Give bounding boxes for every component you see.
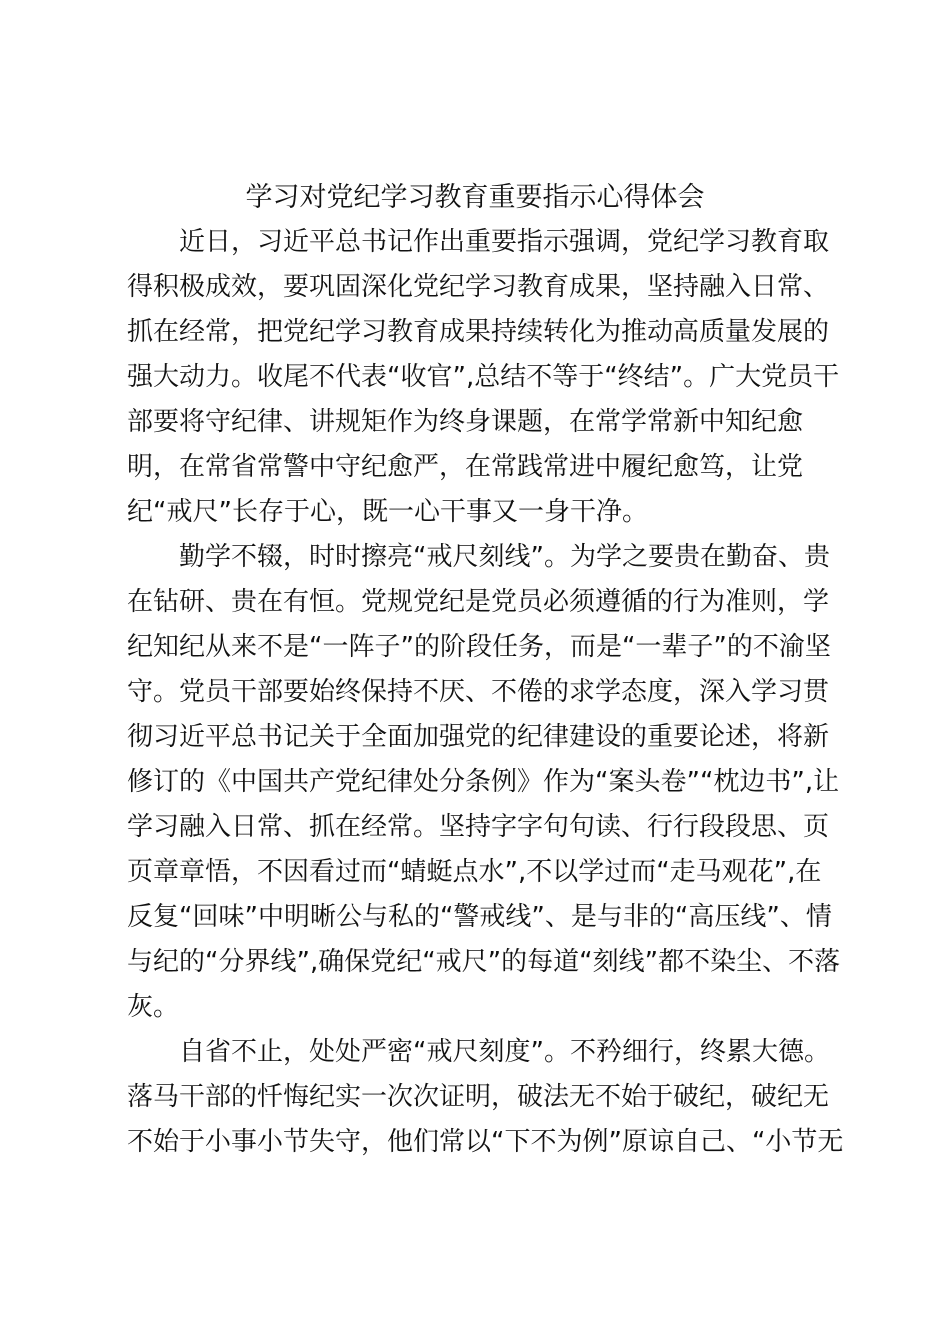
- paragraph-2-line-3: 纪知纪从来不是“一阵子”的阶段任务，而是“一辈子”的不渝坚: [127, 632, 831, 662]
- paragraph-2-line-5: 彻习近平总书记关于全面加强党的纪律建设的重要论述，将新: [127, 722, 830, 752]
- paragraph-3-line-3: 不始于小事小节失守，他们常以“下不为例”原谅自己、“小节无: [127, 1127, 844, 1157]
- paragraph-1-line-3: 抓在经常，把党纪学习教育成果持续转化为推动高质量发展的: [127, 317, 830, 347]
- paragraph-2-line-4: 守。党员干部要始终保持不厌、不倦的求学态度，深入学习贯: [127, 677, 830, 707]
- paragraph-1-line-1: 近日，习近平总书记作出重要指示强调，党纪学习教育取: [179, 227, 830, 257]
- paragraph-1-line-2: 得积极成效，要巩固深化党纪学习教育成果，坚持融入日常、: [127, 272, 830, 302]
- paragraph-3-line-2: 落马干部的忏悔纪实一次次证明，破法无不始于破纪，破纪无: [127, 1082, 830, 1112]
- paragraph-2-line-6: 修订的《中国共产党纪律处分条例》作为“案头卷”“枕边书”,让: [127, 767, 840, 797]
- paragraph-1-line-4: 强大动力。收尾不代表“收官”,总结不等于“终结”。广大党员干: [127, 362, 840, 392]
- paragraph-1-line-6: 明，在常省常警中守纪愈严，在常践常进中履纪愈笃，让党: [127, 452, 804, 482]
- paragraph-1-line-5: 部要将守纪律、讲规矩作为终身课题，在常学常新中知纪愈: [127, 407, 804, 437]
- paragraph-2-line-9: 反复“回味”中明晰公与私的“警戒线”、是与非的“高压线”、情: [127, 902, 832, 932]
- paragraph-3-line-1: 自省不止，处处严密“戒尺刻度”。不矜细行，终累大德。: [179, 1037, 830, 1067]
- paragraph-2-line-7: 学习融入日常、抓在经常。坚持字字句句读、行行段段思、页: [127, 812, 830, 842]
- paragraph-1-line-7: 纪“戒尺”长存于心，既一心干事又一身干净。: [127, 497, 648, 527]
- document-title: 学习对党纪学习教育重要指示心得体会: [245, 182, 705, 213]
- paragraph-2-line-1: 勤学不辍，时时擦亮“戒尺刻线”。为学之要贵在勤奋、贵: [179, 542, 830, 572]
- paragraph-2-line-10: 与纪的“分界线”,确保党纪“戒尺”的每道“刻线”都不染尘、不落: [127, 947, 841, 977]
- paragraph-2-line-2: 在钻研、贵在有恒。党规党纪是党员必须遵循的行为准则，学: [127, 587, 830, 617]
- paragraph-2-line-8: 页章章悟，不因看过而“蜻蜓点水”,不以学过而“走马观花”,在: [127, 857, 822, 887]
- paragraph-2-line-11: 灰。: [127, 992, 180, 1022]
